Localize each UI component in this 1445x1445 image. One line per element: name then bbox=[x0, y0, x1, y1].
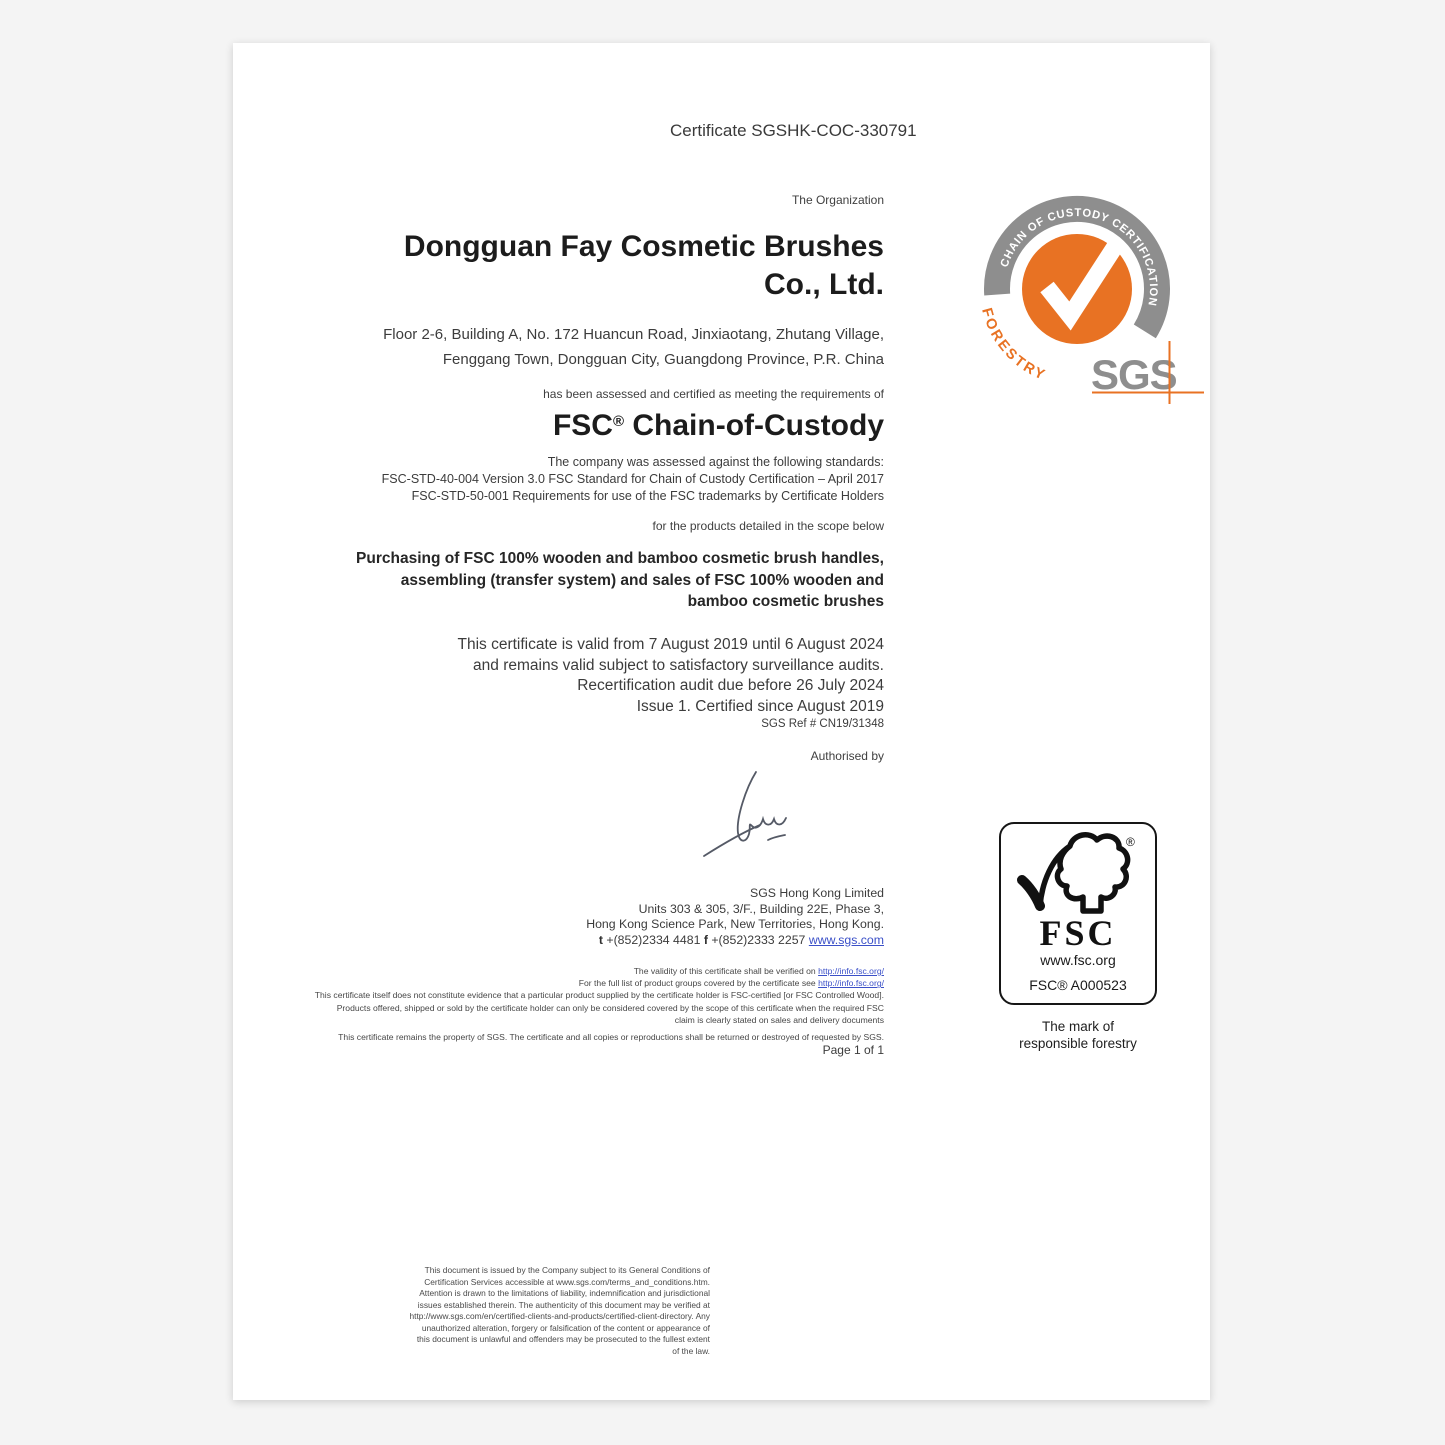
fine-print-property-line: This certificate remains the property of SGS. The certificate and all copies or reproductions shall be returned or destroyed of requested by SGS. bbox=[338, 1032, 884, 1043]
issuer-contact-line bbox=[586, 933, 884, 949]
fsc-tagline bbox=[995, 1018, 1161, 1052]
validity-line-1: This certificate is valid from 7 August 2019 until 6 August 2024 bbox=[457, 636, 884, 653]
fax-number: +(852)2333 2257 bbox=[711, 932, 806, 947]
fsc-tagline-line1: The mark of bbox=[1041, 1019, 1115, 1034]
registered-mark: ® bbox=[612, 413, 625, 430]
scope-line-1: Purchasing of FSC 100% wooden and bamboo cosmetic brush handles, bbox=[356, 550, 884, 567]
certification-title-rest: Chain-of-Custody bbox=[624, 409, 884, 442]
badge-arc-label: CHAIN OF CUSTODY CERTIFICATION bbox=[998, 206, 1160, 308]
organization-intro-label: The Organization bbox=[791, 193, 884, 207]
sgs-logo-text: SGS bbox=[1091, 351, 1177, 398]
validity-line-3: Recertification audit due before 26 July 2024 bbox=[577, 677, 884, 694]
organization-address-line2: Fenggang Town, Dongguan City, Guangdong Province, P.R. China bbox=[442, 351, 884, 368]
issuer-block bbox=[586, 886, 884, 948]
coc-certification-badge bbox=[960, 185, 1210, 407]
fsc-acronym: FSC bbox=[1039, 913, 1117, 953]
fine-print-productlist-line bbox=[315, 977, 884, 989]
validity-line-4: Issue 1. Certified since August 2019 bbox=[636, 697, 884, 715]
signature-stroke bbox=[700, 770, 820, 862]
standards-intro: The company was assessed against the following standards: bbox=[547, 455, 884, 469]
tel-label: t bbox=[598, 932, 603, 947]
certification-title bbox=[553, 409, 884, 443]
issuer-address-line1: Units 303 & 305, 3/F., Building 22E, Phase 3, bbox=[638, 901, 884, 916]
fsc-logo-block bbox=[995, 822, 1161, 1052]
fsc-tree-icon bbox=[1016, 832, 1140, 920]
standards-block bbox=[382, 454, 884, 505]
standard-line-2: FSC-STD-50-001 Requirements for use of the FSC trademarks by Certificate Holders bbox=[411, 489, 884, 503]
legal-notice: This document is issued by the Company subject to its General Conditions of Certification Services accessible at www.sgs.com/terms_and_conditions.htm. Attention is drawn to the limitations of liability, indemnification and jurisdictional issues established therein. The authenticity of this document may be verified at http://www.sgs.com/en/certified-clients-and-products/certified-client-directory. Any unauthorized alteration, forgery or falsification of the content or appearance of this document is unlawful and offenders may be prosecuted to the fullest extent of the law. bbox=[409, 1265, 710, 1356]
organization-name bbox=[404, 228, 884, 304]
fine-print-validity-text: The validity of this certificate shall be verified on bbox=[633, 966, 819, 976]
sgs-website-link[interactable]: www.sgs.com bbox=[808, 932, 884, 947]
coc-badge-icon bbox=[960, 185, 1210, 407]
fine-print-block bbox=[315, 965, 884, 1043]
fsc-tagline-line2: responsible forestry bbox=[1019, 1036, 1137, 1051]
sgs-reference: SGS Ref # CN19/31348 bbox=[761, 718, 884, 730]
tel-number: +(852)2334 4481 bbox=[606, 932, 701, 947]
fax-label: f bbox=[703, 932, 708, 947]
organization-address-line1: Floor 2-6, Building A, No. 172 Huancun Road, Jinxiaotang, Zhutang Village, bbox=[383, 326, 884, 343]
fine-print-para-line3: claim is clearly stated on sales and delivery documents bbox=[674, 1014, 884, 1025]
authorised-by-label: Authorised by bbox=[810, 749, 884, 763]
fine-print-para-line1: This certificate itself does not constitute evidence that a particular product supplied by the certificate holder is FSC-certified [or FSC Controlled Wood]. bbox=[314, 990, 884, 1001]
scope-line-2: assembling (transfer system) and sales of FSC 100% wooden and bbox=[400, 571, 884, 589]
fsc-tree-reg-mark: ® bbox=[1126, 835, 1135, 849]
validity-statement bbox=[458, 635, 885, 717]
issuer-name: SGS Hong Kong Limited bbox=[750, 886, 884, 900]
fsc-info-link-2[interactable]: http://info.fsc.org/ bbox=[818, 978, 884, 989]
fsc-info-link-1[interactable]: http://info.fsc.org/ bbox=[818, 966, 884, 976]
scope-line-3: bamboo cosmetic brushes bbox=[687, 593, 884, 610]
signature bbox=[700, 770, 820, 862]
organization-address bbox=[383, 322, 884, 372]
standard-line-1: FSC-STD-40-004 Version 3.0 FSC Standard for Chain of Custody Certification – April 2017 bbox=[381, 472, 884, 486]
fine-print-validity-line bbox=[315, 965, 884, 977]
fsc-license-code: FSC® A000523 bbox=[1029, 977, 1127, 993]
validity-line-2: and remains valid subject to satisfactory surveillance audits. bbox=[473, 656, 884, 674]
badge-forestry-label: FORESTRY bbox=[978, 306, 1050, 385]
certificate-page bbox=[233, 43, 1210, 1400]
organization-name-line1: Dongguan Fay Cosmetic Brushes bbox=[403, 230, 884, 263]
assessed-line: has been assessed and certified as meeting the requirements of bbox=[543, 387, 884, 401]
fsc-website: www.fsc.org bbox=[1040, 952, 1116, 968]
fine-print-productlist-text: For the full list of product groups covered by the certificate see bbox=[578, 978, 819, 989]
organization-name-line2: Co., Ltd. bbox=[764, 268, 884, 301]
fsc-logo-box bbox=[999, 822, 1157, 1005]
scope-statement bbox=[356, 548, 884, 613]
fine-print-para-line2: Products offered, shipped or sold by the certificate holder can only be considered covered by the scope of this certificate when the required FSC bbox=[336, 1002, 884, 1013]
certificate-number: Certificate SGSHK-COC-330791 bbox=[670, 121, 917, 140]
page-number: Page 1 of 1 bbox=[822, 1043, 884, 1057]
issuer-address-line2: Hong Kong Science Park, New Territories, Hong Kong. bbox=[586, 917, 884, 931]
products-line: for the products detailed in the scope below bbox=[652, 519, 884, 533]
certification-title-name: FSC bbox=[552, 409, 613, 442]
